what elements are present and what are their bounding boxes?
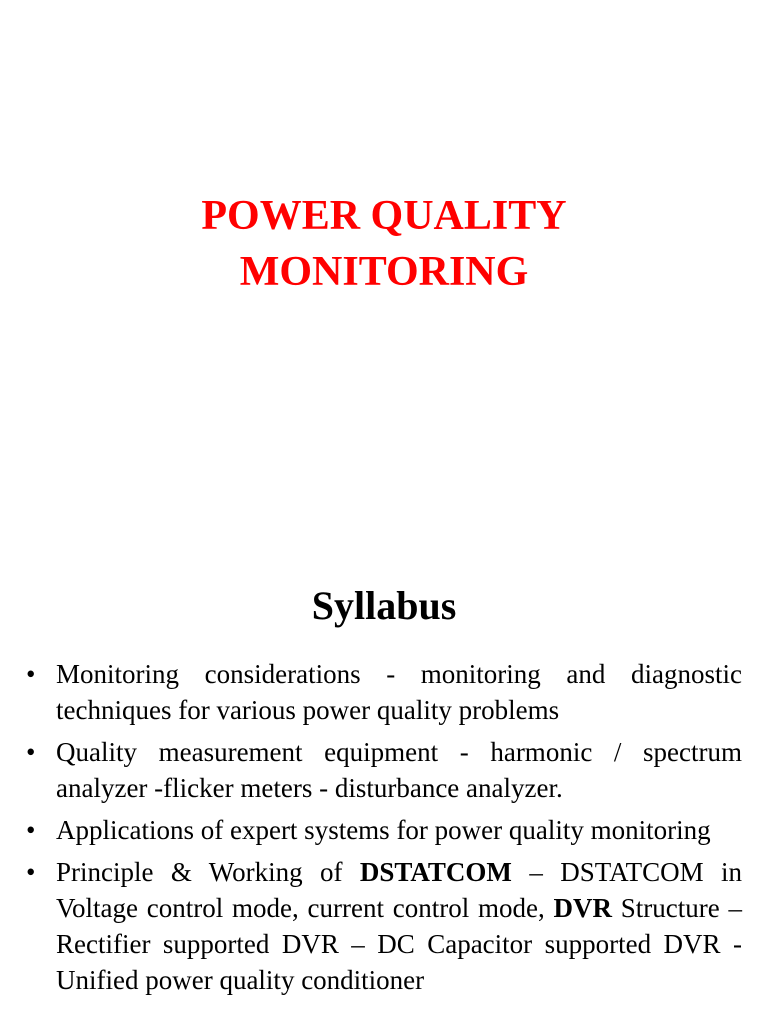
bold-term-dvr: DVR (553, 893, 612, 923)
bold-term-dstatcom: DSTATCOM (359, 857, 512, 887)
syllabus-item-text: Applications of expert systems for power quality monitoring (56, 815, 711, 845)
bullet-icon: • (26, 659, 36, 689)
text-segment: Principle & Working of (56, 857, 360, 887)
text-segment: – DSTATCOM in Voltage control mode, current control mode, (56, 857, 742, 923)
syllabus-list (24, 656, 742, 1004)
syllabus-item-text: Monitoring considerations - monitoring and diagnostic techniques for various power quality problems (56, 659, 742, 725)
text-segment: Structure – Rectifier supported DVR – DC Capacitor supported DVR -Unified power quality conditioner (56, 893, 742, 995)
syllabus-heading: Syllabus (311, 583, 457, 628)
syllabus-item (24, 812, 742, 848)
slide-title-line-2: MONITORING (239, 249, 529, 295)
bullet-icon: • (26, 737, 36, 767)
syllabus-item (24, 734, 742, 806)
syllabus-item (24, 656, 742, 728)
slide-title (0, 188, 768, 300)
bullet-icon: • (26, 815, 36, 845)
syllabus-item (24, 854, 742, 998)
bullet-icon: • (26, 857, 36, 887)
syllabus-item-text (56, 857, 742, 995)
slide-title-line-1: POWER QUALITY (201, 193, 567, 239)
syllabus-item-text: Quality measurement equipment - harmonic / spectrum analyzer -flicker meters - disturbance analyzer. (56, 737, 742, 803)
